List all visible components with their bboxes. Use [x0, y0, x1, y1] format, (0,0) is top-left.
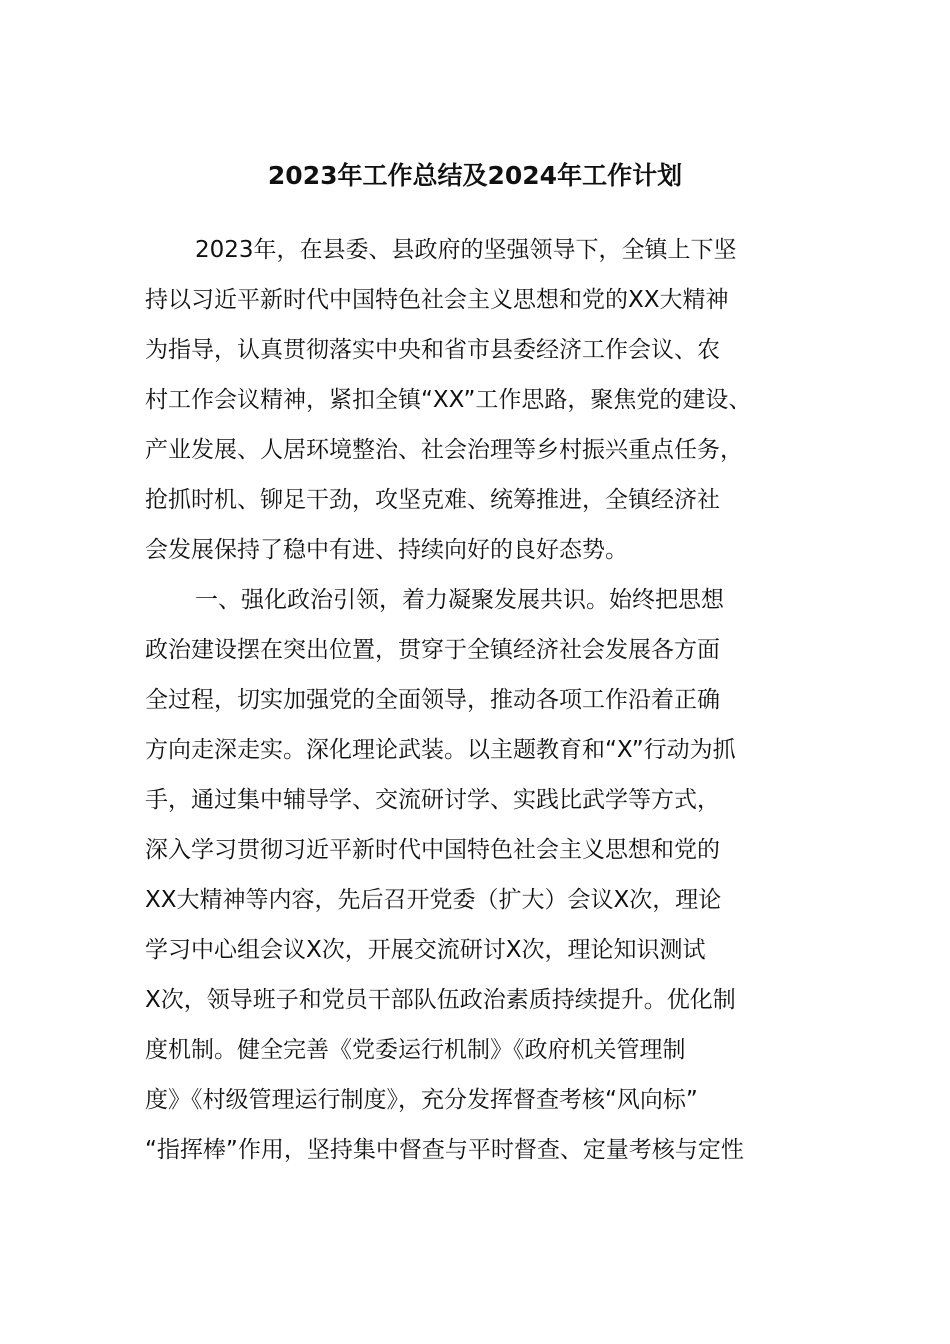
paragraph-line: XX大精神等内容，先后召开党委（扩大）会议X次，理论 [145, 887, 722, 913]
paragraph-line: 村工作会议精神，紧扣全镇“XX”工作思路，聚焦党的建设、 [145, 387, 752, 413]
paragraph-line: “指挥棒”作用，坚持集中督查与平时督查、定量考核与定性 [145, 1137, 744, 1163]
paragraph-line: 抢抓时机、铆足干劲，攻坚克难、统筹推进，全镇经济社 [145, 487, 720, 513]
paragraph-line: 2023年，在县委、县政府的坚强领导下，全镇上下坚 [195, 237, 737, 263]
paragraph-line: 方向走深走实。深化理论武装。以主题教育和“X”行动为抓 [145, 737, 736, 763]
paragraph-line: 会发展保持了稳中有进、持续向好的良好态势。 [145, 537, 628, 563]
paragraph-line: 深入学习贯彻习近平新时代中国特色社会主义思想和党的 [145, 837, 720, 863]
paragraph-line: 学习中心组会议X次，开展交流研讨X次，理论知识测试 [145, 937, 706, 963]
paragraph-line: 产业发展、人居环境整治、社会治理等乡村振兴重点任务， [145, 437, 743, 463]
paragraph-line: 度》《村级管理运行制度》，充分发挥督查考核“风向标” [145, 1087, 698, 1113]
paragraph-line: 持以习近平新时代中国特色社会主义思想和党的XX大精神 [145, 287, 729, 313]
paragraph-line: 政治建设摆在突出位置，贯穿于全镇经济社会发展各方面 [145, 637, 720, 663]
document-title: 2023年工作总结及2024年工作计划 [267, 161, 683, 190]
paragraph-line: 全过程，切实加强党的全面领导，推动各项工作沿着正确 [145, 687, 720, 713]
paragraph-line: 手，通过集中辅导学、交流研讨学、实践比武学等方式， [145, 787, 720, 813]
paragraph-line: 为指导，认真贯彻落实中央和省市县委经济工作会议、农 [145, 337, 720, 363]
paragraph-line: X次，领导班子和党员干部队伍政治素质持续提升。优化制 [145, 987, 736, 1013]
paragraph-line: 一、强化政治引领，着力凝聚发展共识。始终把思想 [195, 587, 724, 613]
paragraph-line: 度机制。健全完善《党委运行机制》《政府机关管理制 [145, 1037, 686, 1063]
